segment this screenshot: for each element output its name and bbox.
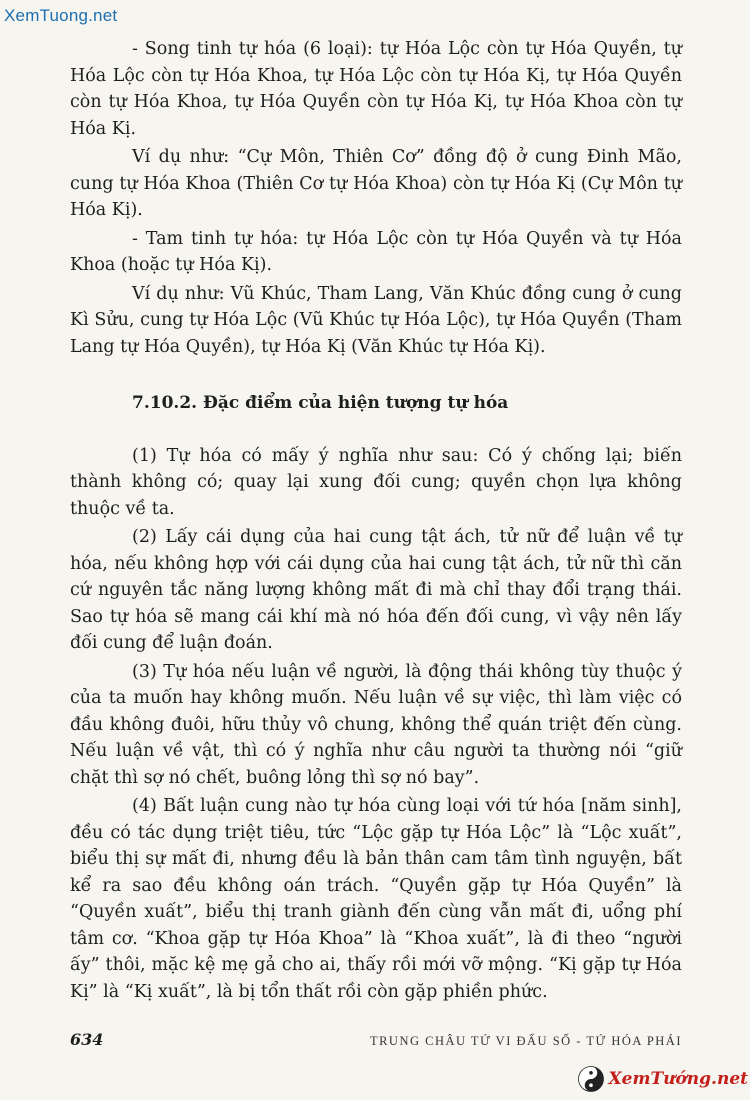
paragraph: Ví dụ như: “Cự Môn, Thiên Cơ” đồng độ ở cung Đinh Mão, cung tự Hóa Khoa (Thiên Cơ tự Hóa Khoa) còn tự Hóa Kị (Cự Môn tự Hóa Kị).: [70, 147, 682, 220]
paragraph: Ví dụ như: Vũ Khúc, Tham Lang, Văn Khúc đồng cung ở cung Kì Sửu, cung tự Hóa Lộc (Vũ Khúc tự Hóa Lộc), tự Hóa Quyền (Tham Lang tự Hóa Quyền), tự Hóa Kị (Văn Khúc tự Hóa Kị).: [70, 283, 682, 357]
page-number: 634: [70, 1030, 104, 1049]
section-heading: 7.10.2. Đặc điểm của hiện tượng tự hóa: [132, 393, 509, 413]
watermark-top: XemTuong.net: [4, 6, 118, 25]
paragraph: - Tam tinh tự hóa: tự Hóa Lộc còn tự Hóa Quyền và tự Hóa Khoa (hoặc tự Hóa Kị).: [70, 228, 682, 275]
paragraph: (4) Bất luận cung nào tự hóa cùng loại với tứ hóa [năm sinh], đều có tác dụng triệt tiêu, tức “Lộc gặp tự Hóa Lộc” là “Lộc xuất”, biểu thị sự mất đi, nhưng đều là bản thân cam tâm tình nguyện, bất kể ra sao đều không oán trách. “Quyền gặp tự Hóa Quyền” là “Quyền xuất”, biểu thị tranh giành đến cùng vẫn mất đi, uổng phí tâm cơ. “Khoa gặp tự Hóa Khoa” là “Khoa xuất”, là đi theo “người ấy” thôi, mặc kệ mẹ gả cho ai, thấy rồi mới vỡ mộng. “Kị gặp tự Hóa Kị” là “Kị xuất”, là bị tổn thất rồi còn gặp phiền phức.: [70, 796, 682, 1002]
paragraph: (3) Tự hóa nếu luận về người, là động thái không tùy thuộc ý của ta muốn hay không muốn. Nếu luận về sự việc, thì làm việc có đầu không đuôi, hữu thủy vô chung, không thể quán triệt đến cùng. Nếu luận về vật, thì có ý nghĩa như câu người ta thường nói “giữ chặt thì sợ nó chết, buông lỏng thì sợ nó bay”.: [70, 661, 682, 788]
running-title: TRUNG CHÂU TỨ VI ĐẨU SỐ - TỨ HÓA PHÁI: [369, 1034, 682, 1048]
watermark-bottom-text: XemTướng.net: [608, 1069, 748, 1089]
watermark-bottom: [578, 1066, 748, 1092]
paragraph: (2) Lấy cái dụng của hai cung tật ách, tử nữ để luận về tự hóa, nếu không hợp với cái dụng của hai cung tật ách, tử nữ thì căn cứ nguyên tắc năng lượng không mất đi mà chỉ thay đổi trạng thái. Sao tự hóa sẽ mang cái khí mà nó hóa đến đối cung, vì vậy nên lấy đối cung để luận đoán.: [70, 527, 682, 653]
page-footer: [70, 1030, 682, 1049]
yin-yang-icon: [578, 1066, 604, 1092]
paragraph: - Song tinh tự hóa (6 loại): tự Hóa Lộc còn tự Hóa Quyền, tự Hóa Lộc còn tự Hóa Khoa, tự Hóa Lộc còn tự Hóa Kị, tự Hóa Quyền còn tự Hóa Khoa, tự Hóa Quyền còn tự Hóa Kị, tự Hóa Khoa còn tự Hóa Kị.: [70, 39, 682, 139]
page-body: [70, 36, 682, 1007]
paragraph: (1) Tự hóa có mấy ý nghĩa như sau: Có ý chống lại; biến thành không có; quay lại xung đối cung; quyền chọn lựa không thuộc về ta.: [70, 445, 682, 519]
